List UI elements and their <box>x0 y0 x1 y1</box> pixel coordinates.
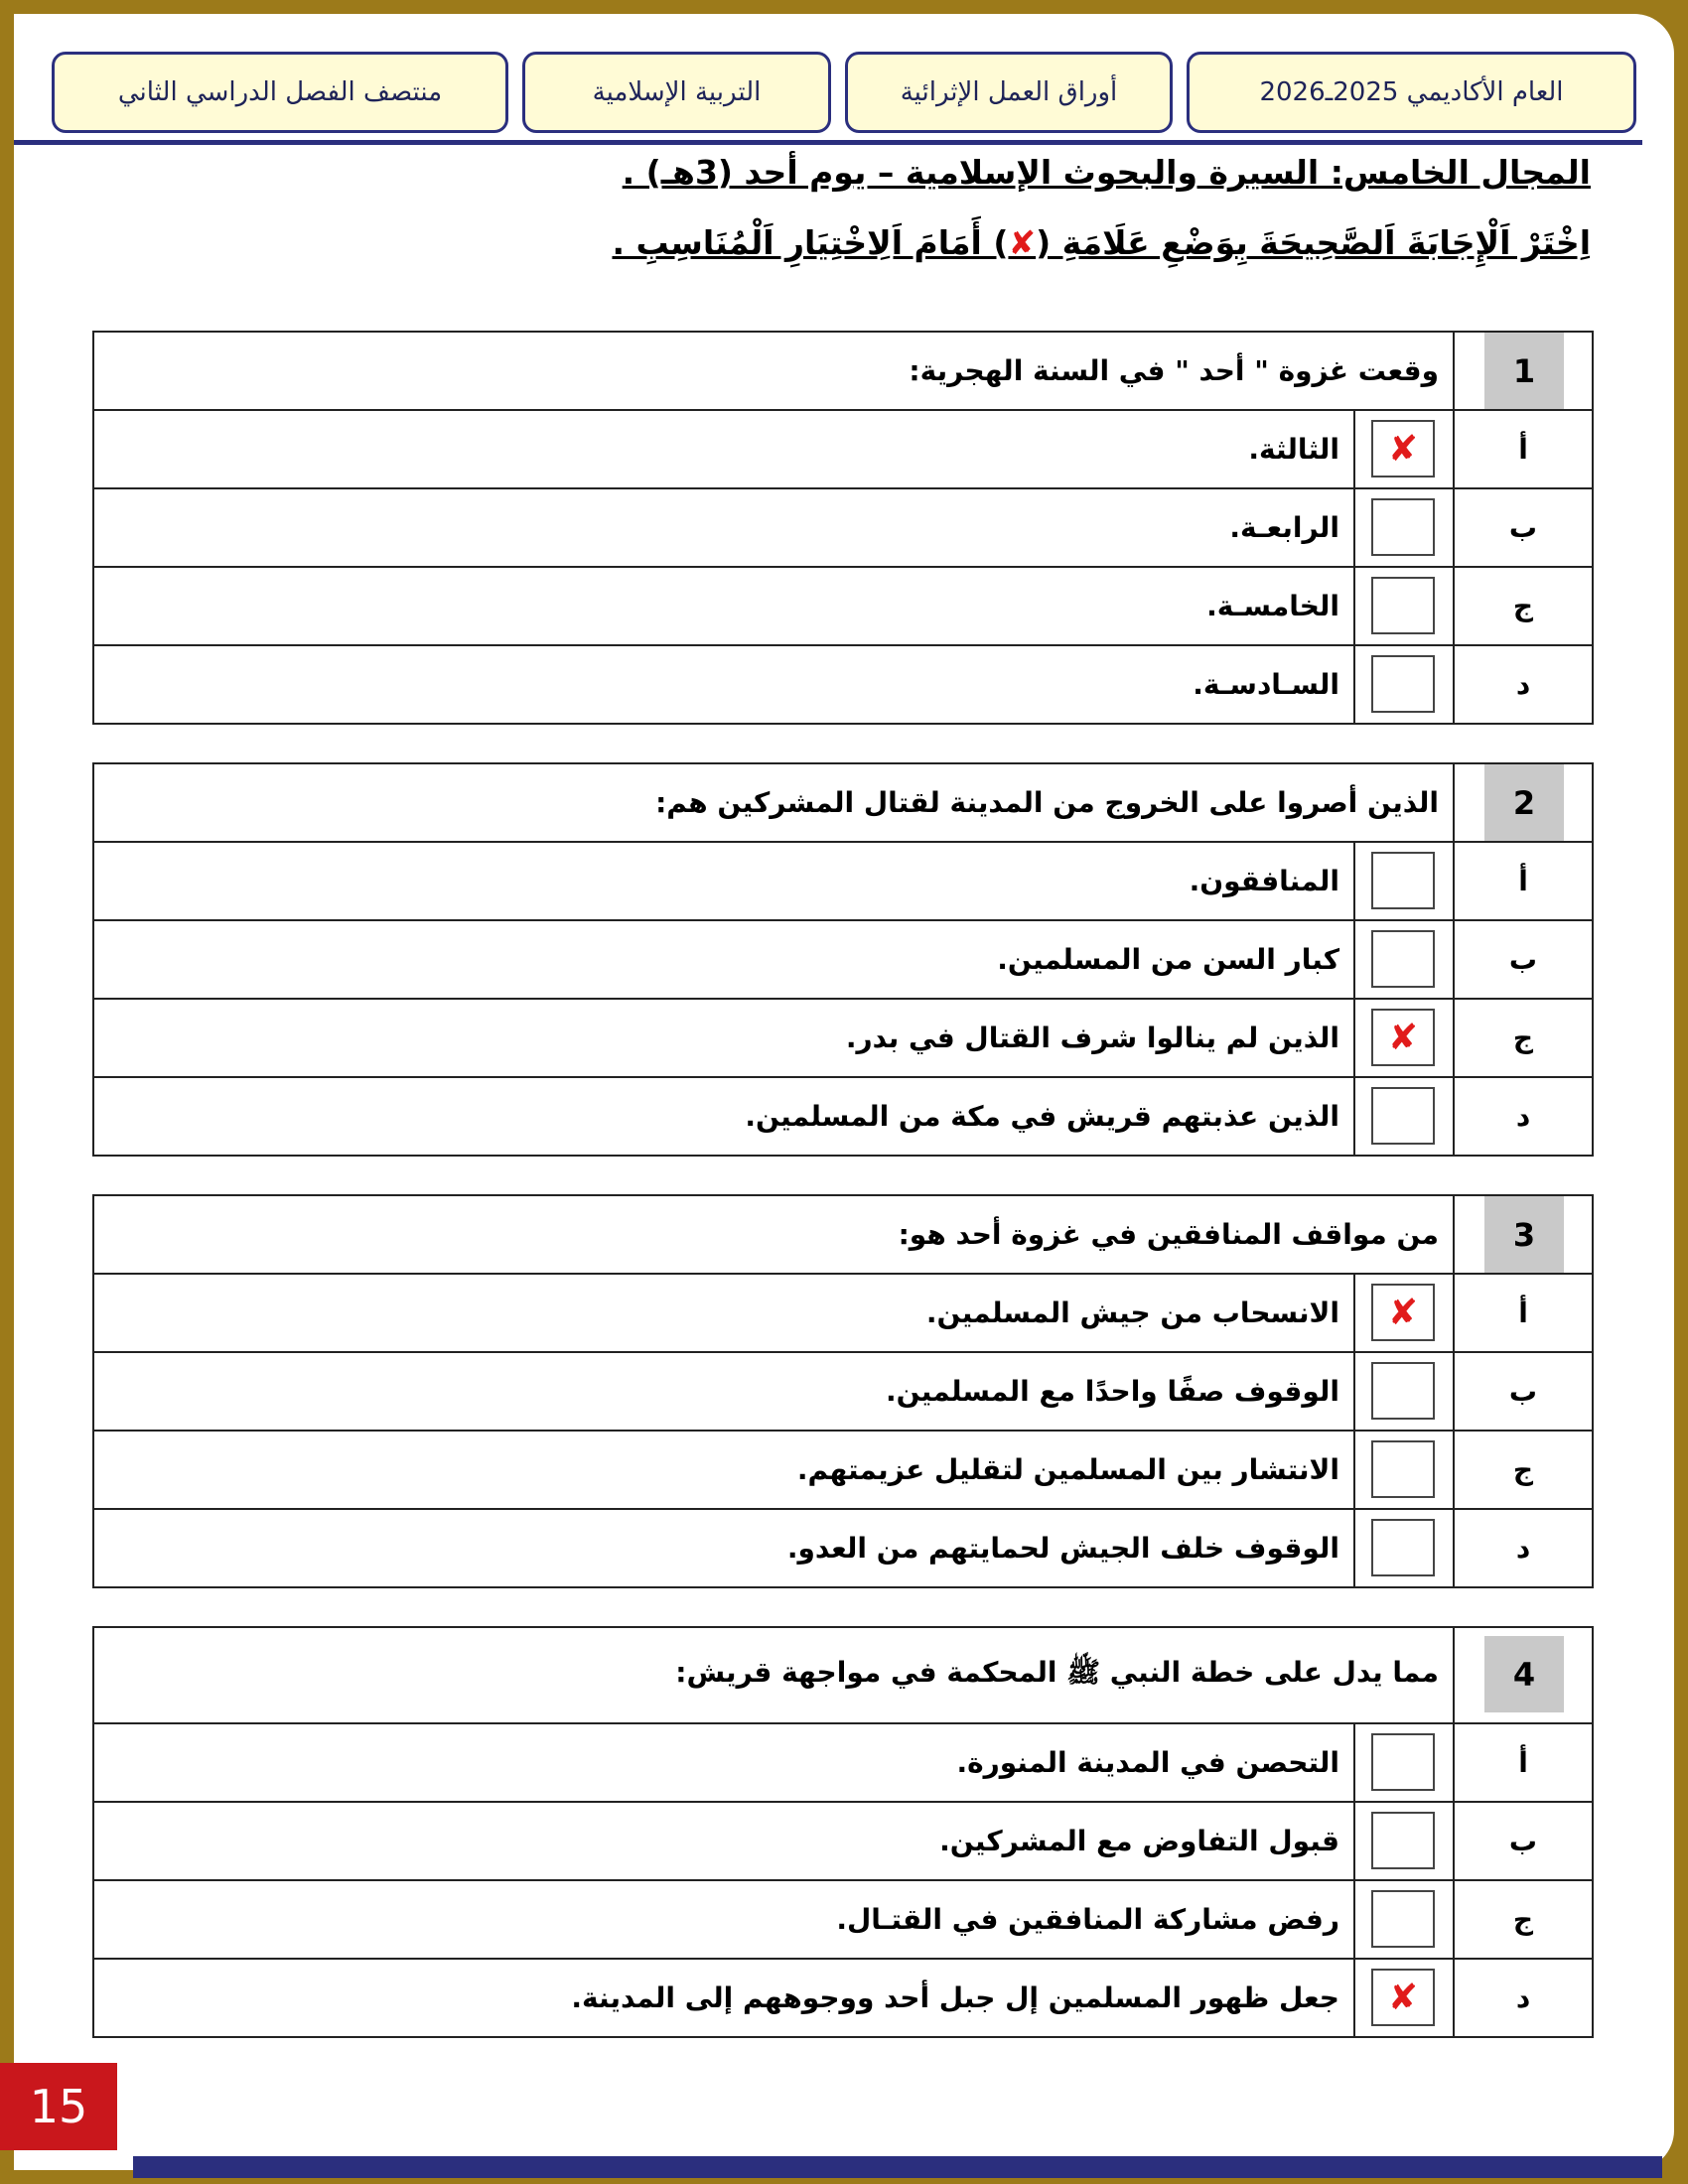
option-text: الانتشار بين المسلمين لتقليل عزيمتهم. <box>93 1431 1354 1509</box>
header-row <box>52 52 1636 133</box>
option-letter: ب <box>1454 488 1593 567</box>
option-letter: ج <box>1454 1880 1593 1959</box>
option-letter: ج <box>1454 999 1593 1077</box>
question-text: مما يدل على خطة النبي ﷺ المحكمة في مواجهة قريش: <box>93 1627 1454 1723</box>
header-year-box <box>1187 52 1636 133</box>
option-text: جعل ظهور المسلمين إل جبل أحد ووجوههم إلى المدينة. <box>93 1959 1354 2037</box>
option-row <box>93 1077 1593 1156</box>
question-number-cell <box>1454 332 1593 410</box>
question-3-table <box>92 1194 1594 1588</box>
header-subject-box <box>522 52 831 133</box>
answer-checkbox[interactable]: ✘ <box>1371 1969 1435 2026</box>
question-number-cell <box>1454 1627 1593 1723</box>
option-text: الوقوف صفًا واحدًا مع المسلمين. <box>93 1352 1354 1431</box>
header-worksheets-box <box>845 52 1173 133</box>
option-row <box>93 920 1593 999</box>
answer-checkbox[interactable] <box>1371 1812 1435 1869</box>
header-year-label: العام الأكاديمي 2025ـ2026 <box>1259 77 1564 107</box>
option-row <box>93 1959 1593 2037</box>
option-text: الوقوف خلف الجيش لحمايتهم من العدو. <box>93 1509 1354 1587</box>
option-letter: ب <box>1454 1352 1593 1431</box>
option-text: الخامسـة. <box>93 567 1354 645</box>
option-text: رفض مشاركة المنافقين في القتـال. <box>93 1880 1354 1959</box>
option-row <box>93 1802 1593 1880</box>
option-row <box>93 1509 1593 1587</box>
question-number: 1 <box>1484 333 1564 409</box>
header-divider <box>14 140 1642 145</box>
question-text: وقعت غزوة " أحد " في السنة الهجرية: <box>93 332 1454 410</box>
question-4-table <box>92 1626 1594 2038</box>
option-letter: د <box>1454 645 1593 724</box>
instruction-before: اِخْتَرْ اَلْإِجَابَةَ اَلصَّحِيحَةَ بِوَضْعِ عَلَامَةِ ( <box>1036 223 1591 262</box>
option-letter: ب <box>1454 1802 1593 1880</box>
option-letter: أ <box>1454 1723 1593 1802</box>
option-text: الرابعـة. <box>93 488 1354 567</box>
header-term-box <box>52 52 508 133</box>
page-number: 15 <box>0 2063 117 2150</box>
answer-checkbox[interactable]: ✘ <box>1371 1009 1435 1066</box>
answer-checkbox[interactable] <box>1371 655 1435 713</box>
header-subject-label: التربية الإسلامية <box>592 77 762 107</box>
option-row <box>93 1723 1593 1802</box>
answer-checkbox[interactable]: ✘ <box>1371 420 1435 478</box>
option-row <box>93 1274 1593 1352</box>
question-number: 2 <box>1484 764 1564 841</box>
answer-checkbox[interactable] <box>1371 577 1435 634</box>
answer-checkbox[interactable] <box>1371 498 1435 556</box>
domain-title: المجال الخامس: السيرة والبحوث الإسلامية – يوم أحد (3هـ) . <box>622 153 1591 192</box>
option-row <box>93 999 1593 1077</box>
answer-checkbox[interactable]: ✘ <box>1371 1284 1435 1341</box>
option-text: الثالثة. <box>93 410 1354 488</box>
question-text: من مواقف المنافقين في غزوة أحد هو: <box>93 1195 1454 1274</box>
question-text: الذين أصروا على الخروج من المدينة لقتال المشركين هم: <box>93 763 1454 842</box>
option-letter: أ <box>1454 410 1593 488</box>
option-text: كبار السن من المسلمين. <box>93 920 1354 999</box>
option-letter: د <box>1454 1509 1593 1587</box>
option-letter: د <box>1454 1959 1593 2037</box>
answer-checkbox[interactable] <box>1371 1519 1435 1576</box>
option-row <box>93 645 1593 724</box>
cross-mark-icon: ✘ <box>1008 223 1037 262</box>
option-text: الذين لم ينالوا شرف القتال في بدر. <box>93 999 1354 1077</box>
question-number: 3 <box>1484 1196 1564 1273</box>
option-row <box>93 1880 1593 1959</box>
option-letter: ج <box>1454 567 1593 645</box>
option-row <box>93 488 1593 567</box>
answer-checkbox[interactable] <box>1371 1362 1435 1420</box>
option-letter: ب <box>1454 920 1593 999</box>
option-letter: د <box>1454 1077 1593 1156</box>
option-row <box>93 842 1593 920</box>
question-number: 4 <box>1484 1636 1564 1712</box>
answer-checkbox[interactable] <box>1371 1733 1435 1791</box>
answer-checkbox[interactable] <box>1371 1440 1435 1498</box>
option-row <box>93 410 1593 488</box>
instruction <box>399 223 1591 262</box>
answer-checkbox[interactable] <box>1371 1890 1435 1948</box>
question-number-cell <box>1454 1195 1593 1274</box>
question-1-table <box>92 331 1594 725</box>
option-text: الانسحاب من جيش المسلمين. <box>93 1274 1354 1352</box>
question-2-table <box>92 762 1594 1157</box>
option-letter: أ <box>1454 842 1593 920</box>
bottom-bar <box>133 2156 1662 2178</box>
option-text: السـادسـة. <box>93 645 1354 724</box>
option-text: التحصن في المدينة المنورة. <box>93 1723 1354 1802</box>
option-text: المنافقون. <box>93 842 1354 920</box>
header-worksheets-label: أوراق العمل الإثرائية <box>900 77 1118 107</box>
question-number-cell <box>1454 763 1593 842</box>
option-row <box>93 1352 1593 1431</box>
answer-checkbox[interactable] <box>1371 852 1435 909</box>
option-text: الذين عذبتهم قريش في مكة من المسلمين. <box>93 1077 1354 1156</box>
option-letter: أ <box>1454 1274 1593 1352</box>
option-row <box>93 567 1593 645</box>
header-term-label: منتصف الفصل الدراسي الثاني <box>117 77 443 107</box>
instruction-after: ) أَمَامَ اَلِاخْتِيَارِ اَلْمُنَاسِبِ . <box>612 223 1009 262</box>
option-row <box>93 1431 1593 1509</box>
option-letter: ج <box>1454 1431 1593 1509</box>
answer-checkbox[interactable] <box>1371 930 1435 988</box>
option-text: قبول التفاوض مع المشركين. <box>93 1802 1354 1880</box>
answer-checkbox[interactable] <box>1371 1087 1435 1145</box>
